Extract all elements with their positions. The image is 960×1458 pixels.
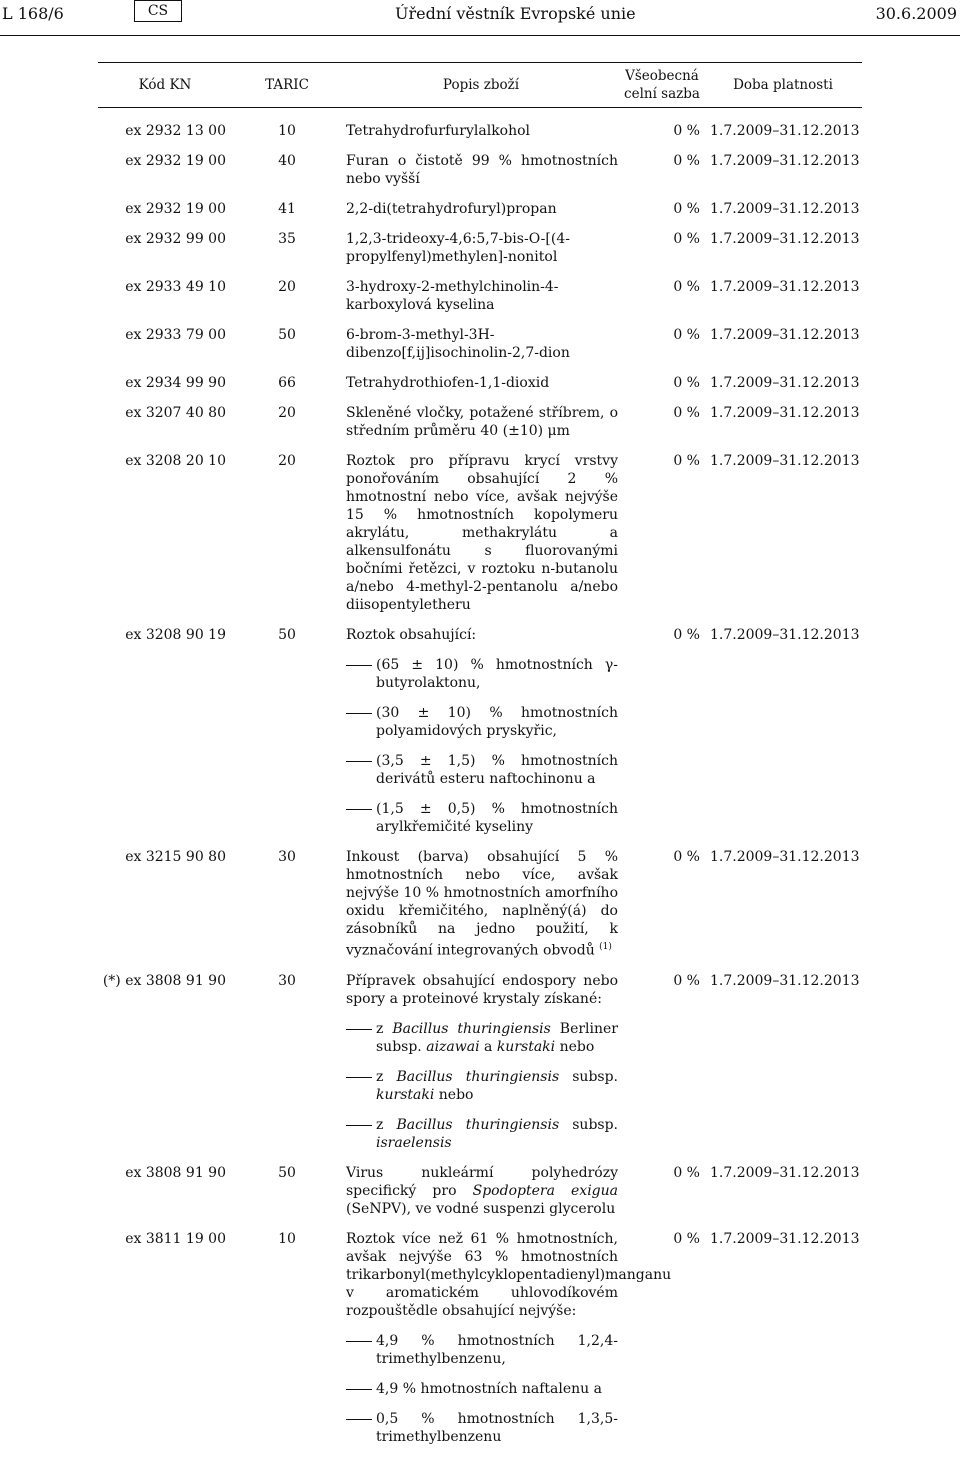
sub-item bbox=[346, 752, 618, 788]
col-header-kn: Kód KN bbox=[98, 63, 232, 108]
sub-item-text: (3,5 ± 1,5) % hmotnostních derivátů esteru naftochinonu a bbox=[376, 753, 618, 787]
description-text bbox=[346, 374, 618, 392]
table-body bbox=[98, 108, 862, 1458]
text-segment: a bbox=[479, 1038, 497, 1055]
description-text bbox=[346, 326, 618, 362]
description-main: Inkoust (barva) obsahující 5 % hmotnostních nebo více, avšak nejvýše 10 % hmotnostních amorfního oxidu křemičitého, naplněný(á) do zásobníků na jedno použití, k vyznačování integrovaných obvodů bbox=[346, 849, 618, 959]
cell-duty-rate: 0 % bbox=[673, 153, 700, 169]
text-segment: Virus nukleármí polyhedrózy specifický pro bbox=[346, 1164, 618, 1199]
language-badge: CS bbox=[134, 0, 182, 22]
cell-validity: 1.7.2009–31.12.2013 bbox=[710, 375, 860, 391]
sub-item-text bbox=[376, 1020, 618, 1056]
description-main: 2,2-di(tetrahydrofuryl)propan bbox=[346, 201, 557, 217]
cell-validity: 1.7.2009–31.12.2013 bbox=[710, 327, 860, 343]
dash-marker bbox=[346, 665, 372, 666]
cell-taric: 20 bbox=[278, 279, 296, 295]
page-number: L 168/6 bbox=[2, 4, 64, 23]
text-segment: z bbox=[376, 1116, 397, 1133]
cell-taric: 10 bbox=[278, 1230, 296, 1247]
description-text bbox=[346, 122, 618, 140]
header-divider bbox=[0, 35, 960, 36]
cell-kn-code: ex 2932 13 00 bbox=[125, 123, 226, 139]
cell-duty-rate: 0 % bbox=[673, 375, 700, 391]
cell-duty-rate: 0 % bbox=[673, 627, 700, 643]
table-row bbox=[98, 452, 862, 626]
table-row bbox=[98, 278, 862, 326]
description-main: 1,2,3-trideoxy-4,6:5,7-bis-O-[(4-propylfenyl)methylen]-nonitol bbox=[346, 231, 570, 265]
table-row bbox=[98, 122, 862, 152]
text-segment: (SeNPV), ve vodné suspenzi glycerolu bbox=[346, 1200, 616, 1217]
cell-description bbox=[342, 152, 620, 200]
text-segment: nebo bbox=[555, 1038, 595, 1055]
dash-marker bbox=[346, 1341, 372, 1342]
sub-item bbox=[346, 1410, 618, 1446]
description-text bbox=[346, 200, 618, 218]
description-text bbox=[346, 848, 618, 960]
cell-taric: 35 bbox=[278, 231, 296, 247]
sub-item-text: (1,5 ± 0,5) % hmotnostních arylkřemičité kyseliny bbox=[376, 801, 618, 835]
cell-kn-code: (*) ex 3808 91 90 bbox=[102, 972, 226, 989]
text-segment: z bbox=[376, 1068, 397, 1085]
cell-kn-code: ex 3215 90 80 bbox=[125, 849, 226, 865]
table-row bbox=[98, 1164, 862, 1230]
dash-marker bbox=[346, 809, 372, 810]
description-main: Roztok pro přípravu krycí vrstvy ponořováním obsahující 2 % hmotnostní nebo více, avšak nejvýše 15 % hmotnostních kopolymeru akrylátu, methakrylátu a alkensulfonátu s fluorovanými bočními řetězci, v roztoku n-butanolu a/nebo 4-methyl-2-pentanolu a/nebo diisopentyletheru bbox=[346, 453, 618, 613]
cell-validity: 1.7.2009–31.12.2013 bbox=[710, 1164, 860, 1181]
table-row bbox=[98, 374, 862, 404]
description-main: Roztok obsahující: bbox=[346, 627, 477, 643]
cell-duty-rate: 0 % bbox=[673, 453, 700, 469]
text-segment: subsp. bbox=[559, 1068, 619, 1085]
cell-validity: 1.7.2009–31.12.2013 bbox=[710, 1230, 860, 1247]
cell-validity: 1.7.2009–31.12.2013 bbox=[710, 627, 860, 643]
cell-validity: 1.7.2009–31.12.2013 bbox=[710, 972, 860, 989]
cell-taric: 20 bbox=[278, 453, 296, 469]
cell-description bbox=[342, 278, 620, 326]
description-text bbox=[346, 278, 618, 314]
sub-item bbox=[346, 704, 618, 740]
col-header-duty-rate-line2: celní sazba bbox=[624, 86, 700, 102]
italic-text: Bacillus thuringiensis bbox=[392, 1020, 551, 1037]
cell-description bbox=[342, 122, 620, 152]
description-text bbox=[346, 972, 618, 1008]
dash-marker bbox=[346, 1077, 372, 1078]
cell-duty-rate: 0 % bbox=[673, 849, 700, 865]
cell-duty-rate: 0 % bbox=[673, 123, 700, 139]
table-row bbox=[98, 200, 862, 230]
cell-validity: 1.7.2009–31.12.2013 bbox=[710, 153, 860, 169]
description-text bbox=[346, 1230, 672, 1320]
cell-description bbox=[342, 452, 620, 626]
cell-taric: 50 bbox=[278, 327, 296, 343]
description-text bbox=[346, 404, 618, 440]
italic-text: Bacillus thuringiensis bbox=[396, 1116, 560, 1133]
cell-taric: 20 bbox=[278, 405, 296, 421]
cell-kn-code: ex 2933 49 10 bbox=[125, 279, 226, 295]
italic-text: Bacillus thuringiensis bbox=[396, 1068, 560, 1085]
cell-description bbox=[342, 626, 620, 848]
cell-duty-rate: 0 % bbox=[673, 972, 700, 989]
cell-taric: 50 bbox=[278, 1164, 296, 1181]
text-segment: nebo bbox=[434, 1086, 474, 1103]
cell-duty-rate: 0 % bbox=[673, 1230, 700, 1247]
cell-validity: 1.7.2009–31.12.2013 bbox=[710, 279, 860, 295]
description-main: Skleněné vločky, potažené stříbrem, o středním průměru 40 (±10) μm bbox=[346, 405, 618, 439]
sub-item-text: 0,5 % hmotnostních 1,3,5-trimethylbenzenu bbox=[376, 1410, 618, 1445]
cell-description bbox=[342, 200, 620, 230]
cell-taric: 41 bbox=[278, 201, 296, 217]
description-text bbox=[346, 1164, 618, 1218]
table-header bbox=[98, 63, 862, 108]
description-main: Roztok více než 61 % hmotnostních, avšak nejvýše 63 % hmotnostních trikarbonyl(methylcyklopentadienyl)manganu v aromatickém uhlovodíkovém rozpouštědle obsahující nejvýše: bbox=[346, 1230, 672, 1319]
col-header-taric: TARIC bbox=[232, 63, 342, 108]
cell-kn-code: ex 2933 79 00 bbox=[125, 327, 226, 343]
description-main: Furan o čistotě 99 % hmotnostních nebo vyšší bbox=[346, 153, 618, 187]
cell-kn-code: ex 2932 99 00 bbox=[125, 231, 226, 247]
tariff-table bbox=[98, 62, 862, 1458]
cell-kn-code: ex 2934 99 90 bbox=[125, 375, 226, 391]
dash-marker bbox=[346, 1029, 372, 1030]
cell-validity: 1.7.2009–31.12.2013 bbox=[710, 231, 860, 247]
table-row bbox=[98, 848, 862, 972]
description-text bbox=[346, 626, 618, 644]
sub-item-text: (65 ± 10) % hmotnostních γ-butyrolaktonu, bbox=[376, 657, 618, 691]
description-main: 6-brom-3-methyl-3H-dibenzo[f,ij]isochinolin-2,7-dion bbox=[346, 327, 570, 361]
cell-kn-code: ex 3207 40 80 bbox=[125, 405, 226, 421]
sub-item bbox=[346, 1020, 618, 1056]
text-segment: Berliner subsp. bbox=[376, 1020, 618, 1055]
col-header-duty-rate-line1: Všeobecná bbox=[625, 68, 699, 84]
col-header-description: Popis zboží bbox=[342, 63, 620, 108]
sub-item bbox=[346, 656, 618, 692]
cell-kn-code: ex 2932 19 00 bbox=[125, 201, 226, 217]
cell-description bbox=[342, 848, 620, 972]
cell-duty-rate: 0 % bbox=[673, 327, 700, 343]
description-text bbox=[346, 452, 618, 614]
text-segment: subsp. bbox=[559, 1116, 619, 1133]
cell-taric: 30 bbox=[278, 972, 296, 989]
cell-taric: 50 bbox=[278, 627, 296, 643]
footnote-marker: (1) bbox=[599, 942, 612, 952]
table-row bbox=[98, 972, 862, 1164]
table-row bbox=[98, 626, 862, 848]
sub-item bbox=[346, 1332, 618, 1368]
description-main: Přípravek obsahující endospory nebo spory a proteinové krystaly získané: bbox=[346, 972, 618, 1007]
page-header bbox=[0, 0, 960, 40]
cell-taric: 66 bbox=[278, 375, 296, 391]
journal-title: Úřední věstník Evropské unie bbox=[395, 4, 636, 23]
table-row bbox=[98, 230, 862, 278]
sub-item bbox=[346, 1116, 618, 1152]
table-row bbox=[98, 1230, 862, 1458]
sub-item-text bbox=[376, 1068, 618, 1104]
cell-validity: 1.7.2009–31.12.2013 bbox=[710, 405, 860, 421]
cell-taric: 40 bbox=[278, 153, 296, 169]
cell-description bbox=[342, 1164, 620, 1230]
sub-item-text: 4,9 % hmotnostních naftalenu a bbox=[376, 1380, 602, 1397]
dash-marker bbox=[346, 1419, 372, 1420]
dash-marker bbox=[346, 761, 372, 762]
sub-item-text bbox=[376, 1116, 618, 1152]
publication-date: 30.6.2009 bbox=[875, 4, 957, 23]
sub-item bbox=[346, 1068, 618, 1104]
cell-validity: 1.7.2009–31.12.2013 bbox=[710, 123, 860, 139]
italic-text: kurstaki bbox=[376, 1086, 435, 1103]
italic-text: kurstaki bbox=[496, 1038, 556, 1055]
dash-marker bbox=[346, 713, 372, 714]
cell-description bbox=[342, 972, 620, 1164]
italic-text: israelensis bbox=[376, 1134, 452, 1151]
sub-item bbox=[346, 1380, 618, 1398]
italic-text: aizawai bbox=[426, 1038, 480, 1055]
description-main: 3-hydroxy-2-methylchinolin-4-karboxylová kyselina bbox=[346, 279, 559, 313]
cell-description bbox=[342, 404, 620, 452]
cell-kn-code: ex 3208 20 10 bbox=[125, 453, 226, 469]
cell-kn-code: ex 3808 91 90 bbox=[125, 1164, 226, 1181]
cell-duty-rate: 0 % bbox=[673, 1164, 700, 1181]
cell-duty-rate: 0 % bbox=[673, 231, 700, 247]
cell-duty-rate: 0 % bbox=[673, 405, 700, 421]
cell-kn-code: ex 2932 19 00 bbox=[125, 153, 226, 169]
cell-validity: 1.7.2009–31.12.2013 bbox=[710, 453, 860, 469]
cell-description bbox=[342, 374, 620, 404]
sub-item bbox=[346, 800, 618, 836]
sub-item-text: 4,9 % hmotnostních 1,2,4-trimethylbenzenu, bbox=[376, 1332, 618, 1367]
cell-taric: 30 bbox=[278, 849, 296, 865]
col-header-duty-rate bbox=[620, 63, 704, 108]
cell-validity: 1.7.2009–31.12.2013 bbox=[710, 201, 860, 217]
italic-text: Spodoptera exigua bbox=[472, 1182, 618, 1199]
dash-marker bbox=[346, 1125, 372, 1126]
description-main: Tetrahydrothiofen-1,1-dioxid bbox=[346, 375, 550, 391]
cell-validity: 1.7.2009–31.12.2013 bbox=[710, 849, 860, 865]
cell-kn-code: ex 3208 90 19 bbox=[125, 627, 226, 643]
cell-description bbox=[342, 326, 620, 374]
table-row bbox=[98, 326, 862, 374]
col-header-validity: Doba platnosti bbox=[704, 63, 862, 108]
description-text bbox=[346, 230, 618, 266]
text-segment: z bbox=[376, 1020, 393, 1037]
cell-duty-rate: 0 % bbox=[673, 201, 700, 217]
description-main: Tetrahydrofurfurylalkohol bbox=[346, 123, 531, 139]
cell-description bbox=[342, 1230, 672, 1458]
table-row bbox=[98, 152, 862, 200]
description-text bbox=[346, 152, 618, 188]
table-row bbox=[98, 404, 862, 452]
cell-duty-rate: 0 % bbox=[673, 279, 700, 295]
cell-description bbox=[342, 230, 620, 278]
cell-taric: 10 bbox=[278, 123, 296, 139]
cell-kn-code: ex 3811 19 00 bbox=[125, 1230, 226, 1247]
sub-item-text: (30 ± 10) % hmotnostních polyamidových pryskyřic, bbox=[376, 705, 618, 739]
